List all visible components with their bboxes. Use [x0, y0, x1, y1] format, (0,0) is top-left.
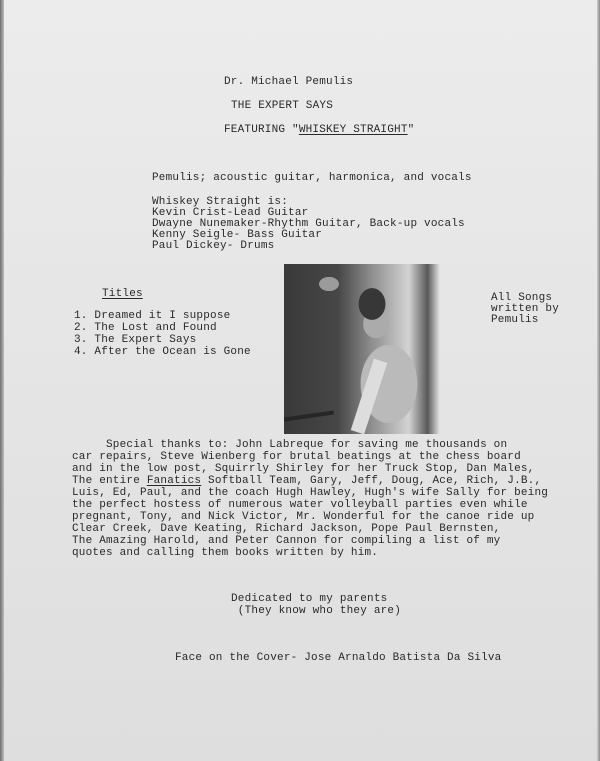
track-item: 2. The Lost and Found: [74, 322, 217, 334]
dedication-line: (They know who they are): [231, 605, 402, 617]
page-edge-left: [0, 0, 4, 761]
artist-name: Dr. Michael Pemulis: [224, 76, 354, 88]
cover-credit: Face on the Cover- Jose Arnaldo Batista Da Silva: [175, 652, 502, 664]
thanks-line: quotes and calling them books written by him.: [72, 547, 379, 559]
microphone-shape: [284, 411, 334, 422]
thanks-line: The Amazing Harold, and Peter Cannon for compiling a list of my: [72, 535, 501, 547]
featuring-line: [224, 124, 414, 136]
track-item: 1. Dreamed it I suppose: [74, 310, 231, 322]
band-member: Kenny Seigle- Bass Guitar: [152, 229, 323, 241]
thanks-line: Clear Creek, Dave Keating, Richard Jackson, Pope Paul Bernsten,: [72, 523, 501, 535]
track-item: 4. After the Ocean is Gone: [74, 346, 251, 358]
pemulis-credit: Pemulis; acoustic guitar, harmonica, and vocals: [152, 172, 472, 184]
fanatics-team-name: Fanatics: [146, 475, 202, 487]
thanks-line: car repairs, Steve Wienberg for brutal beatings at the chess board: [72, 451, 521, 463]
thanks-line: Luis, Ed, Paul, and the coach Hugh Hawley, Hugh's wife Sally for being: [72, 487, 549, 499]
band-member: Kevin Crist-Lead Guitar: [152, 207, 309, 219]
artist-photo: [284, 264, 440, 434]
thanks-line: Special thanks to: John Labreque for saving me thousands on: [72, 439, 508, 451]
dedication-line: Dedicated to my parents: [231, 593, 388, 605]
thanks-line-start: The entire: [72, 475, 147, 487]
songwriter-note: written by: [491, 303, 560, 315]
songwriter-note: All Songs: [491, 292, 553, 304]
album-title: THE EXPERT SAYS: [231, 100, 334, 112]
thanks-line: pregnant, Tony, and Nick Victor, Mr. Wonderful for the canoe ride up: [72, 511, 535, 523]
thanks-line: and in the low post, Squirrly Shirley for her Truck Stop, Dan Males,: [72, 463, 535, 475]
band-member: Paul Dickey- Drums: [152, 240, 275, 252]
guitar-shape: [351, 359, 387, 435]
featuring-band: WHISKEY STRAIGHT: [298, 124, 408, 136]
band-member: Dwayne Nunemaker-Rhythm Guitar, Back-up vocals: [152, 218, 465, 230]
featuring-suffix: ": [407, 124, 415, 136]
band-intro: Whiskey Straight is:: [152, 196, 289, 208]
thanks-line-rest: Softball Team, Gary, Jeff, Doug, Ace, Rich, J.B.,: [201, 475, 542, 487]
track-item: 3. The Expert Says: [74, 334, 197, 346]
titles-heading: Titles: [102, 288, 143, 300]
songwriter-note: Pemulis: [491, 314, 539, 326]
thanks-line: the perfect hostess of numerous water volleyball parties even while: [72, 499, 528, 511]
featuring-prefix: FEATURING ": [224, 124, 299, 136]
thanks-line: [72, 475, 541, 487]
